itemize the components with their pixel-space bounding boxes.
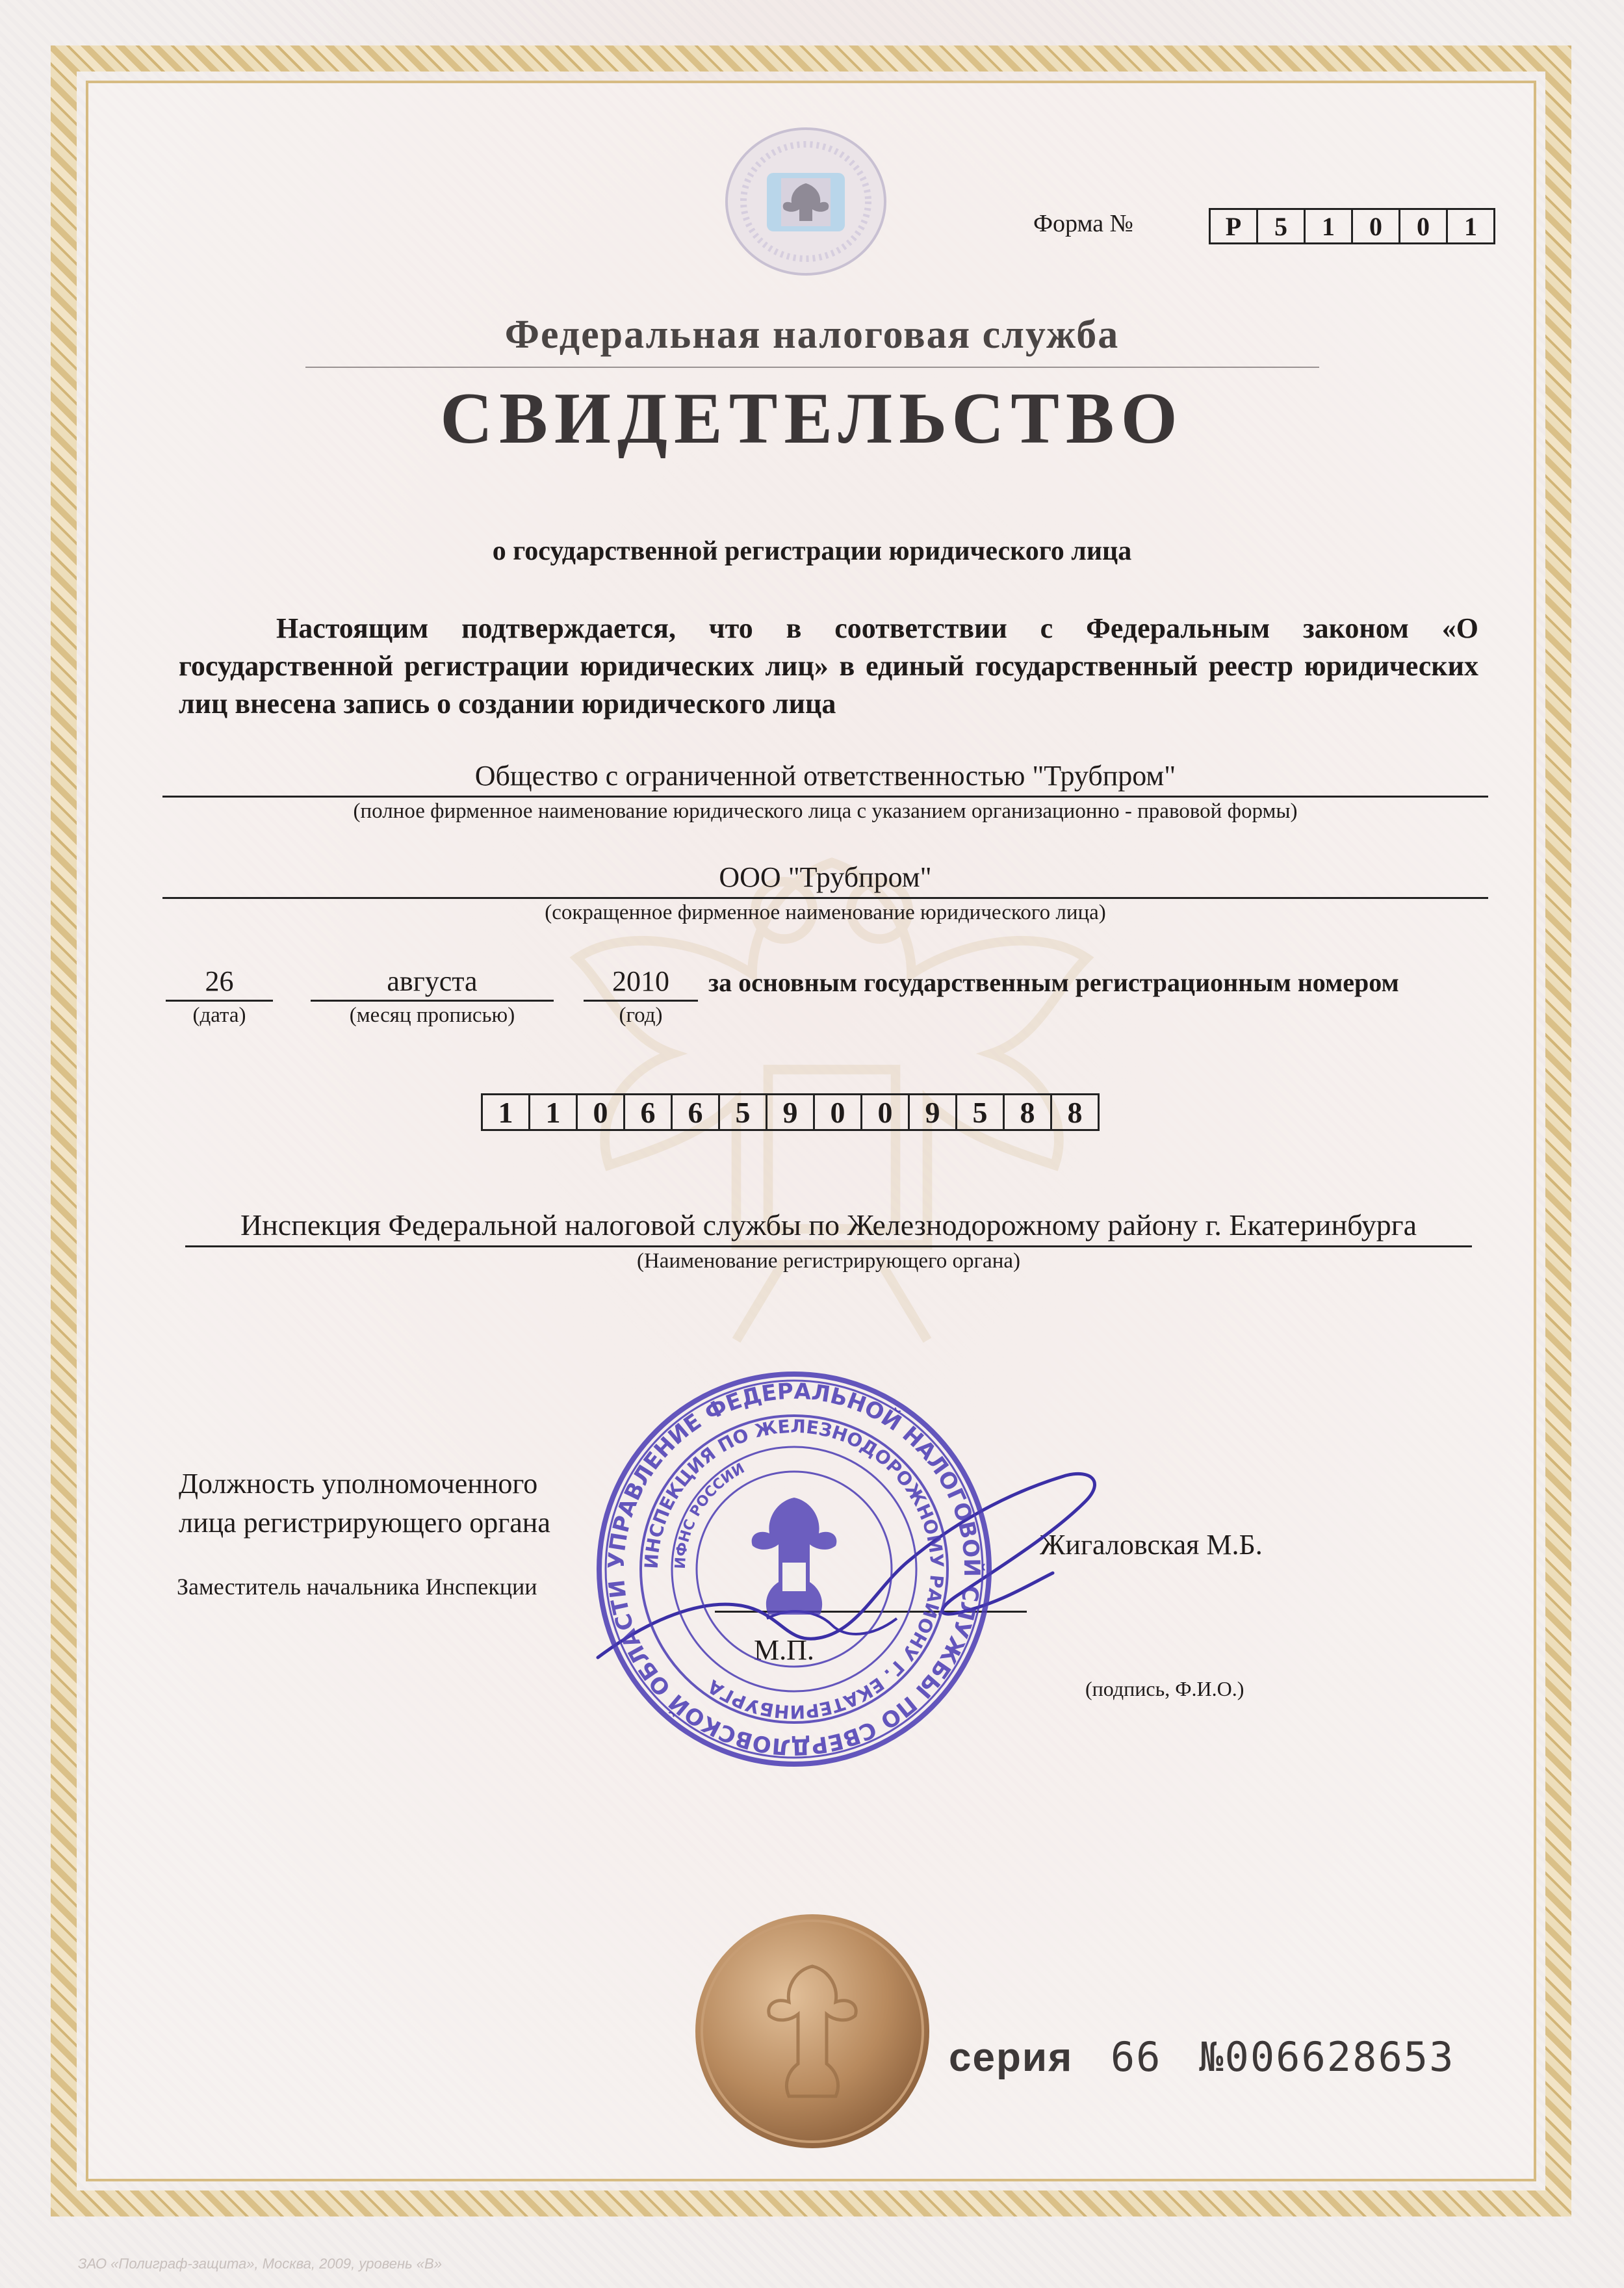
ogrn-digit: 8 xyxy=(1050,1095,1098,1129)
ogrn-digit: 5 xyxy=(718,1095,766,1129)
certification-text: Настоящим подтверждается, что в соответствии с Федеральным законом «О государственной регистрации юридических лиц» в единый государственный реестр юридических лиц внесена запись о создании юридического лица xyxy=(179,612,1478,720)
signature-caption: (подпись, Ф.И.О.) xyxy=(1085,1677,1244,1700)
ogrn-digit: 5 xyxy=(955,1095,1003,1129)
form-code-cell: 5 xyxy=(1256,210,1304,242)
ogrn-digit: 0 xyxy=(576,1095,623,1129)
position-label-line1: Должность уполномоченного xyxy=(179,1468,538,1500)
month-line xyxy=(311,1000,554,1002)
stamp-middle-text: ИНСПЕКЦИЯ ПО ЖЕЛЕЗНОДОРОЖНОМУ РАЙОНУ Г. ЕКАТЕРИНБУРГА xyxy=(640,1415,948,1723)
signatory-position: Заместитель начальника Инспекции xyxy=(177,1574,537,1600)
series-code: 66 xyxy=(1110,2033,1162,2081)
ogrn-digit: 0 xyxy=(813,1095,860,1129)
year-caption: (год) xyxy=(619,1004,663,1027)
registration-day: 26 xyxy=(205,965,234,997)
authority-caption: (Наименование регистрирующего органа) xyxy=(636,1249,1021,1273)
form-code-cell: Р xyxy=(1225,211,1242,241)
registering-authority: Инспекция Федеральной налоговой службы по Железнодорожному району г. Екатеринбурга xyxy=(240,1208,1417,1242)
ogrn-digit: 1 xyxy=(498,1095,513,1129)
stamp-inner-text: ИФНС РОССИИ xyxy=(672,1460,748,1570)
signatory-name: Жигаловская М.Б. xyxy=(1040,1529,1263,1561)
year-line xyxy=(584,1000,698,1002)
full-name-line xyxy=(162,796,1488,798)
ogrn-digit: 0 xyxy=(860,1095,908,1129)
form-code-cell: 0 xyxy=(1351,210,1398,242)
day-line xyxy=(166,1000,273,1002)
month-caption: (месяц прописью) xyxy=(349,1004,515,1027)
series-label: серия xyxy=(949,2035,1074,2080)
form-code-cell: 1 xyxy=(1446,210,1493,242)
day-caption: (дата) xyxy=(192,1004,246,1027)
position-label-line2: лица регистрирующего органа xyxy=(179,1507,550,1539)
ogrn-digit: 1 xyxy=(528,1095,576,1129)
certification-paragraph xyxy=(179,610,1478,723)
full-company-name: Общество с ограниченной ответственностью "Трубпром" xyxy=(474,760,1176,792)
certificate-number: №006628653 xyxy=(1199,2033,1455,2081)
ogrn-digit: 9 xyxy=(766,1095,813,1129)
ogrn-cells xyxy=(481,1093,1100,1131)
ogrn-digit: 6 xyxy=(671,1095,718,1129)
agency-name: Федеральная налоговая служба xyxy=(504,313,1120,357)
document-title: СВИДЕТЕЛЬСТВО xyxy=(440,378,1184,459)
ogrn-digit: 8 xyxy=(1003,1095,1050,1129)
ogrn-digit: 6 xyxy=(623,1095,671,1129)
document-subtitle: о государственной регистрации юридического лица xyxy=(492,536,1132,566)
authority-line xyxy=(185,1245,1472,1247)
ogrn-lead-text: за основным государственным регистрационным номером xyxy=(708,968,1399,997)
embossed-gold-seal-icon xyxy=(689,1908,936,2155)
ogrn-digit: 9 xyxy=(908,1095,955,1129)
stamp-outer-text: УПРАВЛЕНИЕ ФЕДЕРАЛЬНОЙ НАЛОГОВОЙ СЛУЖБЫ ПО СВЕРДЛОВСКОЙ ОБЛАСТИ xyxy=(603,1378,985,1760)
seal-place-mark: М.П. xyxy=(754,1634,814,1666)
form-number-cells xyxy=(1209,208,1495,244)
short-name-line xyxy=(162,897,1488,899)
registration-month: августа xyxy=(387,965,478,997)
hologram-emblem-icon xyxy=(721,124,890,280)
certificate-series xyxy=(949,2033,1454,2081)
registration-year: 2010 xyxy=(612,965,669,997)
printer-imprint: ЗАО «Полиграф-защита», Москва, 2009, уровень «В» xyxy=(78,2256,442,2272)
form-code-cell: 0 xyxy=(1398,210,1446,242)
agency-underline xyxy=(305,367,1319,368)
form-code-cell: 1 xyxy=(1304,210,1351,242)
form-number-label: Форма № xyxy=(1033,210,1133,237)
short-name-caption: (сокращенное фирменное наименование юридического лица) xyxy=(545,901,1106,924)
official-stamp-icon xyxy=(593,1368,996,1771)
short-company-name: ООО "Трубпром" xyxy=(719,861,932,893)
full-name-caption: (полное фирменное наименование юридического лица с указанием организационно - правовой формы) xyxy=(353,800,1298,823)
